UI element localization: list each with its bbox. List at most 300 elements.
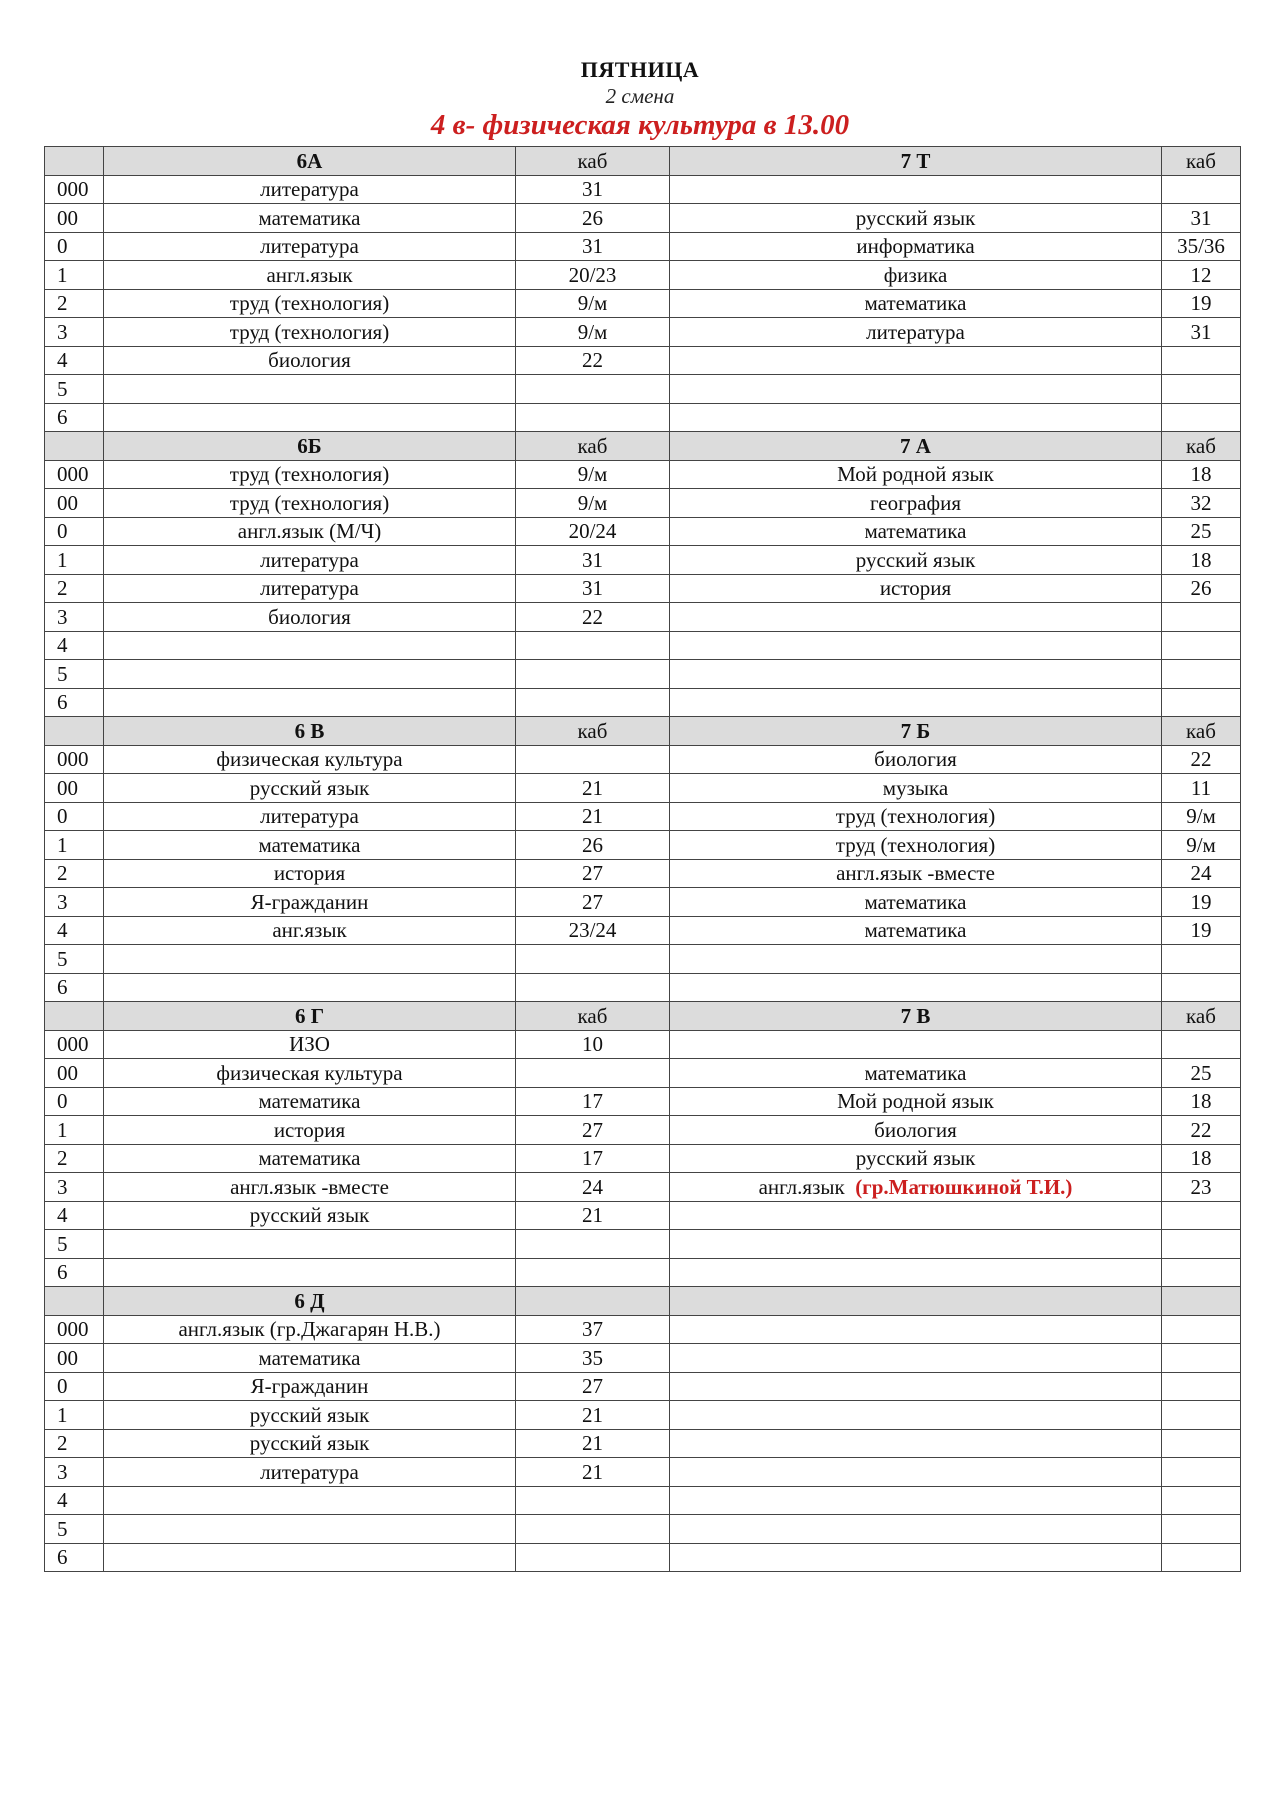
right-subject bbox=[670, 318, 1162, 347]
notice-text: 4 в- физическая культура в 13.00 bbox=[430, 109, 850, 141]
right-subject bbox=[670, 346, 1162, 375]
right-subject-text: математика bbox=[864, 889, 967, 914]
left-subject: Я-гражданин bbox=[104, 1372, 516, 1401]
right-subject bbox=[670, 859, 1162, 888]
right-subject-text: литература bbox=[866, 319, 965, 344]
right-subject bbox=[670, 1344, 1162, 1373]
left-cabinet: 21 bbox=[516, 774, 670, 803]
right-cabinet bbox=[1162, 631, 1241, 660]
lesson-row bbox=[45, 460, 1241, 489]
lesson-number: 5 bbox=[45, 945, 104, 974]
lesson-number: 4 bbox=[45, 916, 104, 945]
header-empty-cell bbox=[45, 432, 104, 461]
right-cabinet: 9/м bbox=[1162, 802, 1241, 831]
class-header-row bbox=[45, 717, 1241, 746]
right-subject bbox=[670, 1458, 1162, 1487]
right-cabinet: 18 bbox=[1162, 1087, 1241, 1116]
right-cabinet bbox=[1162, 688, 1241, 717]
right-subject bbox=[670, 1429, 1162, 1458]
right-subject-text: музыка bbox=[882, 775, 949, 800]
right-class-name: 7 Б bbox=[670, 717, 1162, 746]
left-cabinet: 20/24 bbox=[516, 517, 670, 546]
class-header-row bbox=[45, 432, 1241, 461]
right-subject bbox=[670, 546, 1162, 575]
right-subject bbox=[670, 1486, 1162, 1515]
group-note: (гр.Матюшкиной Т.И.) bbox=[855, 1174, 1073, 1199]
right-cabinet: 35/36 bbox=[1162, 232, 1241, 261]
right-subject bbox=[670, 1258, 1162, 1287]
header-empty-cell bbox=[45, 717, 104, 746]
left-cabinet: 21 bbox=[516, 1429, 670, 1458]
left-cabinet bbox=[516, 1258, 670, 1287]
right-cabinet bbox=[1162, 1486, 1241, 1515]
class-header-row bbox=[45, 1287, 1241, 1316]
lesson-row bbox=[45, 574, 1241, 603]
right-subject bbox=[670, 745, 1162, 774]
left-cabinet: 31 bbox=[516, 175, 670, 204]
left-subject: ИЗО bbox=[104, 1030, 516, 1059]
left-cabinet: 9/м bbox=[516, 318, 670, 347]
right-subject bbox=[670, 916, 1162, 945]
right-subject-text: Мой родной язык bbox=[837, 462, 994, 487]
left-cabinet bbox=[516, 973, 670, 1002]
lesson-number: 000 bbox=[45, 1030, 104, 1059]
right-subject-text: география bbox=[869, 490, 962, 515]
left-subject: Я-гражданин bbox=[104, 888, 516, 917]
lesson-number: 000 bbox=[45, 460, 104, 489]
lesson-number: 6 bbox=[45, 688, 104, 717]
left-cabinet bbox=[516, 631, 670, 660]
lesson-number: 00 bbox=[45, 774, 104, 803]
lesson-row bbox=[45, 973, 1241, 1002]
left-class-name: 6Б bbox=[104, 432, 516, 461]
right-subject bbox=[670, 688, 1162, 717]
lesson-row bbox=[45, 261, 1241, 290]
lesson-number: 2 bbox=[45, 1429, 104, 1458]
right-cabinet: 25 bbox=[1162, 517, 1241, 546]
right-cabinet bbox=[1162, 375, 1241, 404]
right-subject bbox=[670, 973, 1162, 1002]
right-cabinet-header: каб bbox=[1162, 1002, 1241, 1031]
right-subject-text: математика bbox=[864, 1060, 967, 1085]
lesson-row bbox=[45, 289, 1241, 318]
right-subject bbox=[670, 1030, 1162, 1059]
right-cabinet bbox=[1162, 403, 1241, 432]
right-class-name: 7 А bbox=[670, 432, 1162, 461]
lesson-number: 4 bbox=[45, 1486, 104, 1515]
left-cabinet-header: каб bbox=[516, 147, 670, 176]
left-subject: англ.язык -вместе bbox=[104, 1173, 516, 1202]
left-subject: физическая культура bbox=[104, 745, 516, 774]
header-empty-cell bbox=[45, 147, 104, 176]
lesson-number: 2 bbox=[45, 574, 104, 603]
right-cabinet bbox=[1162, 1372, 1241, 1401]
right-subject bbox=[670, 1230, 1162, 1259]
left-subject: русский язык bbox=[104, 1429, 516, 1458]
left-subject bbox=[104, 375, 516, 404]
right-cabinet bbox=[1162, 1315, 1241, 1344]
lesson-number: 3 bbox=[45, 318, 104, 347]
left-subject bbox=[104, 660, 516, 689]
right-cabinet bbox=[1162, 660, 1241, 689]
left-subject: труд (технология) bbox=[104, 489, 516, 518]
lesson-number: 00 bbox=[45, 1344, 104, 1373]
lesson-row bbox=[45, 517, 1241, 546]
right-cabinet-header: каб bbox=[1162, 147, 1241, 176]
left-subject: англ.язык bbox=[104, 261, 516, 290]
right-cabinet bbox=[1162, 973, 1241, 1002]
right-cabinet bbox=[1162, 945, 1241, 974]
right-cabinet bbox=[1162, 603, 1241, 632]
left-cabinet-header: каб bbox=[516, 1002, 670, 1031]
lesson-number: 4 bbox=[45, 346, 104, 375]
lesson-row bbox=[45, 660, 1241, 689]
lesson-row bbox=[45, 774, 1241, 803]
lesson-number: 4 bbox=[45, 631, 104, 660]
right-subject bbox=[670, 774, 1162, 803]
left-subject: математика bbox=[104, 204, 516, 233]
left-subject: литература bbox=[104, 546, 516, 575]
lesson-row bbox=[45, 688, 1241, 717]
left-subject: история bbox=[104, 859, 516, 888]
lesson-row bbox=[45, 945, 1241, 974]
left-cabinet bbox=[516, 1059, 670, 1088]
lesson-row bbox=[45, 1116, 1241, 1145]
lesson-number: 00 bbox=[45, 204, 104, 233]
left-subject: русский язык bbox=[104, 1401, 516, 1430]
left-subject: история bbox=[104, 1116, 516, 1145]
lesson-row bbox=[45, 603, 1241, 632]
left-cabinet: 21 bbox=[516, 1401, 670, 1430]
right-class-name bbox=[670, 1287, 1162, 1316]
left-subject bbox=[104, 1515, 516, 1544]
left-cabinet: 17 bbox=[516, 1087, 670, 1116]
lesson-row bbox=[45, 1458, 1241, 1487]
right-subject bbox=[670, 204, 1162, 233]
right-subject bbox=[670, 660, 1162, 689]
left-subject: русский язык bbox=[104, 1201, 516, 1230]
right-cabinet-header: каб bbox=[1162, 717, 1241, 746]
lesson-number: 6 bbox=[45, 973, 104, 1002]
right-subject bbox=[670, 1144, 1162, 1173]
right-cabinet: 9/м bbox=[1162, 831, 1241, 860]
header-empty-cell bbox=[45, 1287, 104, 1316]
left-cabinet bbox=[516, 688, 670, 717]
left-cabinet: 27 bbox=[516, 859, 670, 888]
right-cabinet: 11 bbox=[1162, 774, 1241, 803]
right-subject-text: математика bbox=[864, 291, 967, 316]
lesson-row bbox=[45, 232, 1241, 261]
right-subject bbox=[670, 1059, 1162, 1088]
left-subject: математика bbox=[104, 831, 516, 860]
left-cabinet bbox=[516, 945, 670, 974]
right-class-name: 7 Т bbox=[670, 147, 1162, 176]
lesson-number: 6 bbox=[45, 1543, 104, 1572]
lesson-row bbox=[45, 1372, 1241, 1401]
right-subject-text: русский язык bbox=[855, 547, 976, 572]
left-subject: литература bbox=[104, 232, 516, 261]
left-cabinet: 27 bbox=[516, 1116, 670, 1145]
lesson-row bbox=[45, 489, 1241, 518]
right-subject bbox=[670, 831, 1162, 860]
right-cabinet bbox=[1162, 1030, 1241, 1059]
right-subject bbox=[670, 802, 1162, 831]
right-cabinet: 12 bbox=[1162, 261, 1241, 290]
right-cabinet: 18 bbox=[1162, 546, 1241, 575]
right-subject bbox=[670, 1372, 1162, 1401]
left-cabinet: 22 bbox=[516, 346, 670, 375]
left-subject: англ.язык (гр.Джагарян Н.В.) bbox=[104, 1315, 516, 1344]
lesson-number: 1 bbox=[45, 1116, 104, 1145]
right-cabinet bbox=[1162, 1429, 1241, 1458]
right-subject-text: труд (технология) bbox=[835, 832, 996, 857]
left-cabinet: 31 bbox=[516, 232, 670, 261]
lesson-row bbox=[45, 802, 1241, 831]
right-subject bbox=[670, 1515, 1162, 1544]
left-subject bbox=[104, 973, 516, 1002]
left-cabinet: 21 bbox=[516, 1201, 670, 1230]
lesson-row bbox=[45, 318, 1241, 347]
right-subject-text: русский язык bbox=[855, 205, 976, 230]
right-cabinet: 25 bbox=[1162, 1059, 1241, 1088]
left-cabinet: 9/м bbox=[516, 289, 670, 318]
left-cabinet: 9/м bbox=[516, 460, 670, 489]
left-subject: математика bbox=[104, 1144, 516, 1173]
left-cabinet-header bbox=[516, 1287, 670, 1316]
left-cabinet bbox=[516, 660, 670, 689]
right-subject bbox=[670, 175, 1162, 204]
right-cabinet: 23 bbox=[1162, 1173, 1241, 1202]
lesson-row bbox=[45, 546, 1241, 575]
lesson-number: 2 bbox=[45, 1144, 104, 1173]
left-cabinet: 20/23 bbox=[516, 261, 670, 290]
left-subject: литература bbox=[104, 574, 516, 603]
right-subject bbox=[670, 232, 1162, 261]
lesson-number: 1 bbox=[45, 831, 104, 860]
lesson-number: 3 bbox=[45, 1458, 104, 1487]
lesson-number: 5 bbox=[45, 1230, 104, 1259]
lesson-number: 3 bbox=[45, 888, 104, 917]
left-cabinet-header: каб bbox=[516, 717, 670, 746]
left-subject: математика bbox=[104, 1087, 516, 1116]
right-cabinet-header bbox=[1162, 1287, 1241, 1316]
lesson-number: 00 bbox=[45, 1059, 104, 1088]
right-cabinet: 19 bbox=[1162, 916, 1241, 945]
right-cabinet bbox=[1162, 1515, 1241, 1544]
left-cabinet: 10 bbox=[516, 1030, 670, 1059]
right-subject bbox=[670, 888, 1162, 917]
schedule-body bbox=[45, 147, 1241, 1572]
right-subject bbox=[670, 945, 1162, 974]
left-class-name: 6 Г bbox=[104, 1002, 516, 1031]
lesson-row bbox=[45, 1258, 1241, 1287]
right-class-name: 7 В bbox=[670, 1002, 1162, 1031]
right-subject bbox=[670, 603, 1162, 632]
left-cabinet: 27 bbox=[516, 888, 670, 917]
left-class-name: 6 В bbox=[104, 717, 516, 746]
lesson-row bbox=[45, 1515, 1241, 1544]
right-cabinet bbox=[1162, 1258, 1241, 1287]
lesson-row bbox=[45, 375, 1241, 404]
lesson-number: 5 bbox=[45, 1515, 104, 1544]
lesson-row bbox=[45, 1230, 1241, 1259]
left-cabinet: 21 bbox=[516, 1458, 670, 1487]
lesson-number: 000 bbox=[45, 1315, 104, 1344]
class-header-row bbox=[45, 1002, 1241, 1031]
right-cabinet: 22 bbox=[1162, 1116, 1241, 1145]
right-cabinet bbox=[1162, 1344, 1241, 1373]
right-subject-text: физика bbox=[883, 262, 948, 287]
right-cabinet bbox=[1162, 1230, 1241, 1259]
lesson-number: 6 bbox=[45, 403, 104, 432]
right-subject bbox=[670, 574, 1162, 603]
lesson-number: 0 bbox=[45, 1372, 104, 1401]
right-subject-text: англ.язык bbox=[758, 1174, 845, 1199]
lesson-row bbox=[45, 1201, 1241, 1230]
left-subject bbox=[104, 1486, 516, 1515]
right-subject bbox=[670, 1315, 1162, 1344]
left-subject bbox=[104, 945, 516, 974]
lesson-row bbox=[45, 916, 1241, 945]
right-subject-text: биология bbox=[874, 747, 957, 772]
left-subject: математика bbox=[104, 1344, 516, 1373]
left-cabinet: 26 bbox=[516, 204, 670, 233]
left-subject bbox=[104, 631, 516, 660]
left-subject bbox=[104, 688, 516, 717]
class-header-row bbox=[45, 147, 1241, 176]
right-subject bbox=[670, 1401, 1162, 1430]
page-title: ПЯТНИЦА bbox=[580, 57, 700, 82]
lesson-number: 0 bbox=[45, 517, 104, 546]
left-cabinet bbox=[516, 403, 670, 432]
left-cabinet: 21 bbox=[516, 802, 670, 831]
lesson-row bbox=[45, 1030, 1241, 1059]
right-cabinet: 31 bbox=[1162, 318, 1241, 347]
right-cabinet bbox=[1162, 1201, 1241, 1230]
left-cabinet bbox=[516, 1486, 670, 1515]
schedule-table bbox=[44, 146, 1241, 1572]
left-cabinet-header: каб bbox=[516, 432, 670, 461]
lesson-number: 00 bbox=[45, 489, 104, 518]
left-cabinet bbox=[516, 1515, 670, 1544]
lesson-row bbox=[45, 1429, 1241, 1458]
left-subject: труд (технология) bbox=[104, 318, 516, 347]
lesson-number: 4 bbox=[45, 1201, 104, 1230]
lesson-number: 5 bbox=[45, 660, 104, 689]
right-subject-text: история bbox=[879, 576, 952, 601]
left-cabinet: 9/м bbox=[516, 489, 670, 518]
right-subject bbox=[670, 489, 1162, 518]
right-cabinet: 18 bbox=[1162, 460, 1241, 489]
lesson-number: 6 bbox=[45, 1258, 104, 1287]
lesson-row bbox=[45, 1087, 1241, 1116]
right-subject bbox=[670, 1201, 1162, 1230]
left-cabinet: 31 bbox=[516, 546, 670, 575]
right-cabinet: 32 bbox=[1162, 489, 1241, 518]
right-cabinet bbox=[1162, 1458, 1241, 1487]
right-subject-text: биология bbox=[874, 1117, 957, 1142]
lesson-row bbox=[45, 346, 1241, 375]
lesson-row bbox=[45, 1173, 1241, 1202]
left-subject: русский язык bbox=[104, 774, 516, 803]
right-subject-text: информатика bbox=[856, 234, 975, 259]
lesson-number: 3 bbox=[45, 603, 104, 632]
lesson-number: 0 bbox=[45, 1087, 104, 1116]
left-subject: литература bbox=[104, 175, 516, 204]
right-subject-text: англ.язык -вместе bbox=[836, 861, 995, 886]
header-empty-cell bbox=[45, 1002, 104, 1031]
right-subject bbox=[670, 631, 1162, 660]
lesson-number: 0 bbox=[45, 232, 104, 261]
lesson-row bbox=[45, 1315, 1241, 1344]
right-cabinet bbox=[1162, 175, 1241, 204]
lesson-number: 1 bbox=[45, 261, 104, 290]
left-cabinet bbox=[516, 745, 670, 774]
left-cabinet: 17 bbox=[516, 1144, 670, 1173]
left-cabinet bbox=[516, 375, 670, 404]
lesson-row bbox=[45, 631, 1241, 660]
left-cabinet: 35 bbox=[516, 1344, 670, 1373]
left-class-name: 6 Д bbox=[104, 1287, 516, 1316]
lesson-row bbox=[45, 888, 1241, 917]
left-subject: физическая культура bbox=[104, 1059, 516, 1088]
left-subject: литература bbox=[104, 1458, 516, 1487]
right-cabinet-header: каб bbox=[1162, 432, 1241, 461]
lesson-number: 2 bbox=[45, 859, 104, 888]
right-subject bbox=[670, 460, 1162, 489]
left-cabinet: 27 bbox=[516, 1372, 670, 1401]
lesson-row bbox=[45, 1344, 1241, 1373]
right-subject-text: русский язык bbox=[855, 1146, 976, 1171]
right-cabinet bbox=[1162, 1543, 1241, 1572]
right-subject-text: математика bbox=[864, 519, 967, 544]
left-subject: литература bbox=[104, 802, 516, 831]
lesson-row bbox=[45, 745, 1241, 774]
lesson-row bbox=[45, 1144, 1241, 1173]
left-subject: труд (технология) bbox=[104, 289, 516, 318]
lesson-number: 2 bbox=[45, 289, 104, 318]
shift-label: 2 смена bbox=[605, 84, 675, 108]
right-subject bbox=[670, 1173, 1162, 1202]
left-subject: труд (технология) bbox=[104, 460, 516, 489]
lesson-row bbox=[45, 831, 1241, 860]
right-cabinet: 26 bbox=[1162, 574, 1241, 603]
right-subject bbox=[670, 403, 1162, 432]
right-subject bbox=[670, 517, 1162, 546]
left-cabinet: 22 bbox=[516, 603, 670, 632]
right-subject bbox=[670, 1087, 1162, 1116]
lesson-row bbox=[45, 1543, 1241, 1572]
right-subject bbox=[670, 1116, 1162, 1145]
lesson-number: 3 bbox=[45, 1173, 104, 1202]
left-cabinet: 37 bbox=[516, 1315, 670, 1344]
right-subject-text: математика bbox=[864, 918, 967, 943]
left-subject bbox=[104, 1230, 516, 1259]
lesson-row bbox=[45, 1486, 1241, 1515]
left-class-name: 6А bbox=[104, 147, 516, 176]
right-subject bbox=[670, 375, 1162, 404]
right-subject-text: труд (технология) bbox=[835, 804, 996, 829]
lesson-number: 000 bbox=[45, 745, 104, 774]
right-cabinet bbox=[1162, 1401, 1241, 1430]
page-header bbox=[0, 56, 1280, 142]
lesson-row bbox=[45, 175, 1241, 204]
left-cabinet: 31 bbox=[516, 574, 670, 603]
left-subject bbox=[104, 403, 516, 432]
left-subject: англ.язык (М/Ч) bbox=[104, 517, 516, 546]
left-subject: анг.язык bbox=[104, 916, 516, 945]
right-cabinet: 31 bbox=[1162, 204, 1241, 233]
